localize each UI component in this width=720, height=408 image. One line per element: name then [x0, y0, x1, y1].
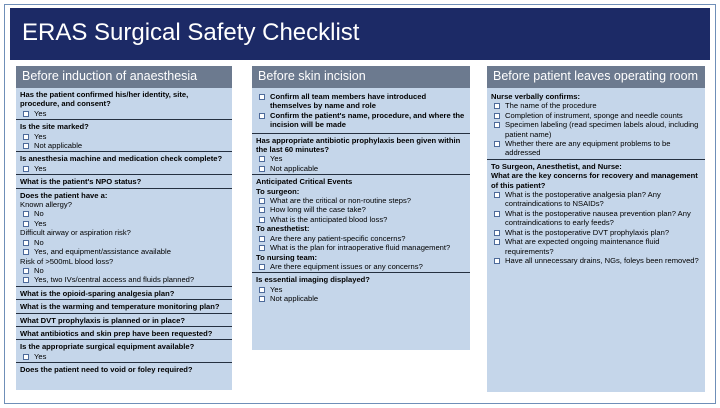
checkbox-option[interactable]: What are the critical or non-routine steps? [256, 196, 466, 205]
question: Nurse verbally confirms: [491, 92, 581, 101]
checkbox-option[interactable]: The name of the procedure [491, 101, 701, 110]
title-bar [10, 8, 710, 60]
checkbox-option[interactable]: What is the anticipated blood loss? [256, 215, 466, 224]
checkbox-option[interactable]: Confirm all team members have introduced themselves by name and role [256, 92, 466, 111]
checklist-section [16, 189, 232, 287]
sub-heading: To nursing team: [256, 252, 318, 262]
question: Is anesthesia machine and medication check complete? [20, 154, 223, 164]
checkbox-option[interactable]: Yes [256, 285, 466, 294]
question: Is the site marked? [20, 122, 89, 132]
column-body [487, 88, 705, 392]
column-body [252, 88, 470, 350]
column-before-skin-incision [252, 66, 470, 350]
sub-question: Known allergy? [20, 200, 72, 210]
checkbox-option[interactable]: No [20, 238, 228, 247]
sub-heading: To anesthetist: [256, 224, 310, 234]
checkbox-option[interactable]: What is the postoperative analgesia plan? Any contraindications to NSAIDs? [491, 190, 701, 209]
checkbox-option[interactable]: Yes, and equipment/assistance available [20, 247, 228, 256]
checkbox-option[interactable]: What is the postoperative DVT prophylaxis plan? [491, 228, 701, 237]
sub-question: Difficult airway or aspiration risk? [20, 228, 131, 238]
checklist-section [16, 88, 232, 120]
checkbox-option[interactable]: Have all unnecessary drains, NGs, foleys been removed? [491, 256, 701, 265]
checkbox-option[interactable]: Not applicable [256, 164, 466, 173]
checkbox-option[interactable]: What are expected ongoing maintenance fluid requirements? [491, 237, 701, 256]
checkbox-option[interactable]: No [20, 209, 228, 218]
question: What DVT prophylaxis is planned or in place? [20, 315, 185, 325]
checklist-section [252, 134, 470, 176]
question: Has appropriate antibiotic prophylaxis been given within the last 60 minutes? [256, 135, 461, 155]
checklist-section [16, 314, 232, 327]
checkbox-option[interactable]: How long will the case take? [256, 205, 466, 214]
sub-heading: To surgeon: [256, 186, 300, 196]
question: What is the warming and temperature monitoring plan? [20, 302, 220, 312]
checkbox-option[interactable]: Specimen labeling (read specimen labels aloud, including patient name) [491, 120, 701, 139]
question: Has the patient confirmed his/her identity, site, procedure, and consent? [20, 90, 189, 109]
checklist-section [16, 300, 232, 313]
question: Is essential imaging displayed? [256, 275, 370, 285]
checkbox-option[interactable]: Not applicable [20, 141, 228, 150]
question: Anticipated Critical Events [256, 177, 353, 187]
question: Is the appropriate surgical equipment available? [20, 342, 195, 352]
column-header: Before skin incision [252, 66, 470, 88]
checkbox-option[interactable]: Yes [20, 352, 228, 361]
column-before-induction [16, 66, 232, 390]
checkbox-option[interactable]: Confirm the patient's name, procedure, and where the incision will be made [256, 111, 466, 130]
checkbox-option[interactable]: Whether there are any equipment problems to be addressed [491, 139, 701, 158]
checklist-section [252, 88, 470, 134]
question: Does the patient need to void or foley required? [20, 365, 193, 375]
sub-question: Risk of >500mL blood loss? [20, 256, 114, 266]
question: What is the patient's NPO status? [20, 177, 142, 187]
checklist-section [252, 175, 470, 273]
question: Does the patient have a: [20, 190, 108, 200]
checkbox-option[interactable]: Yes, two IVs/central access and fluids planned? [20, 275, 228, 284]
column-before-leaving-or [487, 66, 705, 392]
page-title: ERAS Surgical Safety Checklist [22, 19, 360, 46]
checklist-section [16, 120, 232, 152]
column-body [16, 88, 232, 390]
checkbox-option[interactable]: Yes [20, 164, 228, 173]
checkbox-option[interactable]: What is the postoperative nausea prevention plan? Any contraindications to early feeds? [491, 209, 701, 228]
checkbox-option[interactable]: No [20, 266, 228, 275]
checklist-section [16, 287, 232, 300]
question: What are the key concerns for recovery and management of this patient? [491, 171, 698, 190]
checkbox-option[interactable]: What is the plan for intraoperative fluid management? [256, 243, 466, 252]
checkbox-option[interactable]: Are there any patient-specific concerns? [256, 234, 466, 243]
checklist-section [16, 152, 232, 175]
question: What is the opioid-sparing analgesia plan? [20, 288, 175, 298]
checklist-section [487, 88, 705, 160]
question: What antibiotics and skin prep have been requested? [20, 328, 213, 338]
checkbox-option[interactable]: Yes [20, 132, 228, 141]
question: To Surgeon, Anesthetist, and Nurse: [491, 161, 622, 171]
checklist-section [252, 273, 470, 304]
checkbox-option[interactable]: Completion of instrument, sponge and needle counts [491, 111, 701, 120]
checkbox-option[interactable]: Yes [256, 154, 466, 163]
column-header: Before induction of anaesthesia [16, 66, 232, 88]
checklist-section [16, 363, 232, 375]
checkbox-option[interactable]: Yes [20, 109, 228, 118]
checkbox-option[interactable]: Are there equipment issues or any concerns? [256, 262, 466, 271]
checklist-section [16, 327, 232, 340]
column-header: Before patient leaves operating room [487, 66, 705, 88]
checkbox-option[interactable]: Not applicable [256, 294, 466, 303]
checklist-section [16, 340, 232, 363]
checklist-section [16, 175, 232, 188]
checkbox-option[interactable]: Yes [20, 219, 228, 228]
checklist-section [487, 160, 705, 266]
